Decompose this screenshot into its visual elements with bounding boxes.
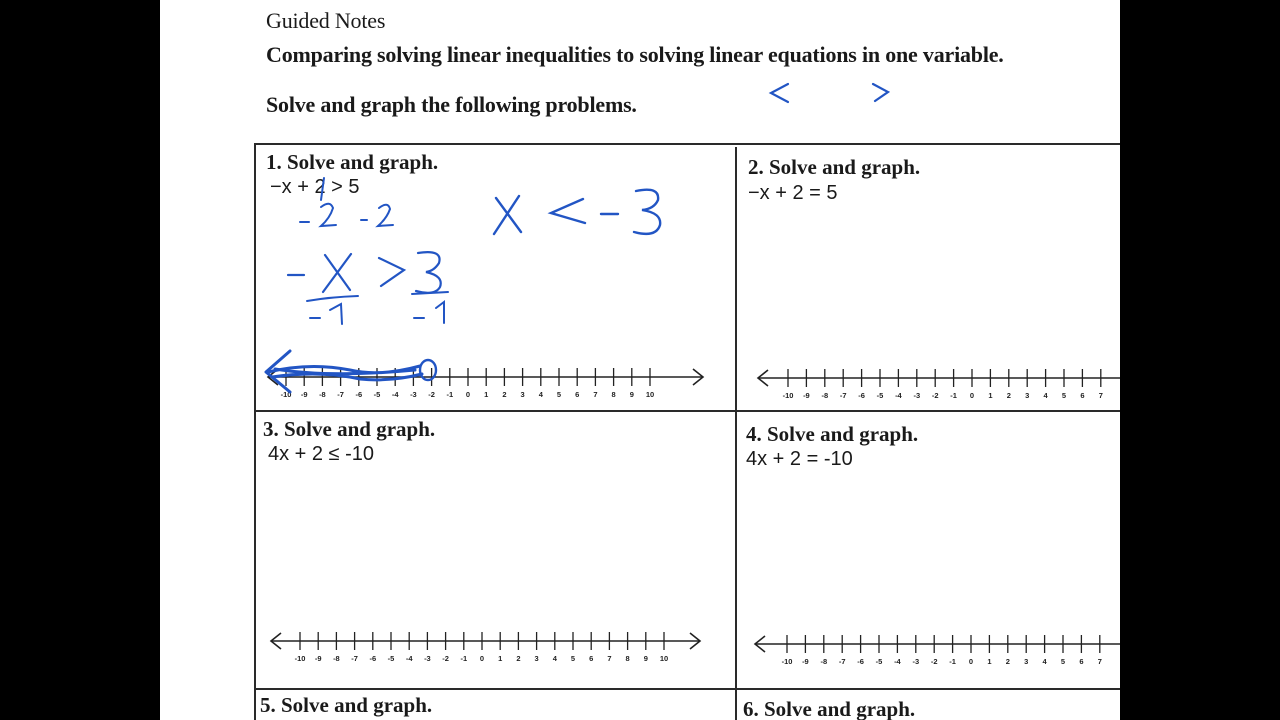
number-line-tick-label: -6 xyxy=(857,657,864,666)
number-line-tick-label: 4 xyxy=(1042,657,1047,666)
number-line-tick-label: 10 xyxy=(645,390,655,399)
number-line-tick-label: 7 xyxy=(1098,391,1103,400)
handwritten-solution-shading xyxy=(268,366,422,380)
problem-1-number: 1. xyxy=(266,150,282,174)
problem-3-label: Solve and graph. xyxy=(284,417,436,441)
number-line-tick-label: -10 xyxy=(782,391,794,400)
number-line-tick-label: -3 xyxy=(912,657,920,666)
handwritten-two-2 xyxy=(378,205,393,226)
handwritten-open-circle xyxy=(420,360,436,380)
number-line-tick-label: -9 xyxy=(314,654,322,663)
page-title: Guided Notes xyxy=(266,8,386,33)
number-line-tick-label: 9 xyxy=(629,390,634,399)
number-line-tick-label: 2 xyxy=(502,390,507,399)
problem-2-label: Solve and graph. xyxy=(769,155,921,179)
handwritten-two-1 xyxy=(321,204,336,226)
number-line-tick-label: 6 xyxy=(1080,391,1085,400)
handwriting-layer xyxy=(160,0,1120,720)
number-line-tick-label: 7 xyxy=(1097,657,1102,666)
problem-4-equation: 4x + 2 = -10 xyxy=(746,448,853,470)
page-subtitle: Comparing solving linear inequalities to solving linear equations in one variable. xyxy=(266,42,1004,67)
number-line-tick-label: -10 xyxy=(781,657,793,666)
number-line-tick-label: 3 xyxy=(534,654,539,663)
number-line-tick-label: 3 xyxy=(1025,391,1030,400)
number-line-tick-label: -7 xyxy=(351,654,358,663)
number-line-tick-label: -5 xyxy=(875,657,883,666)
number-line-tick-label: -10 xyxy=(294,654,306,663)
number-line-tick-label: -4 xyxy=(391,390,399,399)
handwritten-x xyxy=(323,254,351,292)
handwritten-one-1 xyxy=(330,304,342,324)
number-line-tick-label: -8 xyxy=(821,391,829,400)
problem-5-label: Solve and graph. xyxy=(281,693,433,717)
number-line-tick-label: 6 xyxy=(589,654,594,663)
number-line-tick-label: 0 xyxy=(968,657,974,666)
number-line-tick-label: -3 xyxy=(913,391,921,400)
number-line-tick-label: -2 xyxy=(930,657,938,666)
number-line-tick-label: 5 xyxy=(1061,391,1067,400)
number-line-tick-label: 7 xyxy=(593,390,598,399)
number-line-tick-label: 0 xyxy=(465,390,471,399)
handwritten-less-than xyxy=(771,84,788,102)
number-line-tick-label: -6 xyxy=(355,390,363,399)
handwritten-division-line-1 xyxy=(307,296,358,301)
number-line-tick-label: -9 xyxy=(802,657,809,666)
number-line-tick-label: 1 xyxy=(987,657,992,666)
number-line-tick-label: -8 xyxy=(333,654,340,663)
number-line-tick-label: 1 xyxy=(484,390,489,399)
number-line-tick-label: 7 xyxy=(607,654,612,663)
number-line-tick-label: 10 xyxy=(659,654,669,663)
problem-4-number: 4. xyxy=(746,422,762,446)
handwritten-greater-than-2 xyxy=(379,258,404,286)
number-line-tick-label: 8 xyxy=(611,390,616,399)
number-line-tick-label: -5 xyxy=(387,654,395,663)
number-line-tick-label: 2 xyxy=(516,654,521,663)
number-line-tick-label: -7 xyxy=(337,390,344,399)
handwritten-answer-x xyxy=(494,196,521,234)
number-line-tick-label: 5 xyxy=(1060,657,1066,666)
number-line-tick-label: -3 xyxy=(410,390,417,399)
problem-1-label: Solve and graph. xyxy=(287,150,439,174)
number-line-tick-label: -6 xyxy=(858,391,865,400)
number-line-tick-label: -9 xyxy=(300,390,308,399)
number-line-tick-label: -9 xyxy=(803,391,810,400)
number-line-tick-label: -4 xyxy=(894,657,901,666)
problem-3-equation: 4x + 2 ≤ -10 xyxy=(268,443,375,465)
number-line-tick-label: 3 xyxy=(1024,657,1029,666)
problem-1-equation: −x + 2 > 5 xyxy=(270,176,360,198)
number-line-tick-label: 6 xyxy=(1079,657,1084,666)
number-line-tick-label: -2 xyxy=(428,390,435,399)
number-line-tick-label: -2 xyxy=(442,654,449,663)
number-line-tick-label: -7 xyxy=(839,391,847,400)
number-line-tick-label: -7 xyxy=(838,657,846,666)
number-line-tick-label: 6 xyxy=(575,390,580,399)
number-line-tick-label: -1 xyxy=(446,390,454,399)
problem-5-number: 5. xyxy=(260,693,276,717)
number-line-tick-label: -6 xyxy=(369,654,377,663)
number-line-tick-label: -4 xyxy=(405,654,413,663)
number-line-tick-label: -5 xyxy=(373,390,381,399)
number-line-tick-label: -8 xyxy=(319,390,326,399)
number-line-tick-label: -3 xyxy=(424,654,431,663)
number-line-tick-label: -4 xyxy=(895,391,902,400)
number-line-tick-label: 4 xyxy=(552,654,557,663)
number-line-tick-label: 5 xyxy=(570,654,576,663)
number-line-tick-label: 0 xyxy=(969,391,975,400)
problem-4-label: Solve and graph. xyxy=(767,422,919,446)
number-line-tick-label: -5 xyxy=(876,391,884,400)
problem-6-number: 6. xyxy=(743,697,759,720)
number-line-tick-label: -1 xyxy=(950,391,957,400)
problem-3-number: 3. xyxy=(263,417,279,441)
number-line-tick-label: 2 xyxy=(1006,391,1011,400)
problem-6-label: Solve and graph. xyxy=(764,697,916,720)
handwritten-greater-than xyxy=(873,84,888,101)
instructions: Solve and graph the following problems. xyxy=(266,92,637,117)
handwritten-one-2 xyxy=(436,302,444,323)
number-line-tick-label: 4 xyxy=(538,390,543,399)
handwritten-three xyxy=(416,252,441,293)
number-line-tick-label: 4 xyxy=(1043,391,1048,400)
number-line-tick-label: -8 xyxy=(820,657,828,666)
number-line-tick-label: 3 xyxy=(520,390,525,399)
handwritten-strike xyxy=(321,178,324,200)
number-line-tick-label: 0 xyxy=(479,654,485,663)
number-line-tick-label: 1 xyxy=(988,391,993,400)
handwritten-answer-three xyxy=(634,190,660,234)
number-line-tick-label: 5 xyxy=(556,390,562,399)
number-line-tick-label: -1 xyxy=(949,657,956,666)
number-line-tick-label: 9 xyxy=(643,654,648,663)
number-line-tick-label: -2 xyxy=(931,391,939,400)
number-line-tick-label: -1 xyxy=(460,654,468,663)
handwritten-answer-less-than xyxy=(551,199,585,223)
problem-2-equation: −x + 2 = 5 xyxy=(748,182,838,204)
number-line-tick-label: -10 xyxy=(280,390,292,399)
worksheet-page xyxy=(160,0,1120,720)
number-line-tick-label: 1 xyxy=(498,654,503,663)
problem-2-number: 2. xyxy=(748,155,764,179)
number-line-tick-label: 8 xyxy=(625,654,630,663)
number-line-tick-label: 2 xyxy=(1005,657,1010,666)
